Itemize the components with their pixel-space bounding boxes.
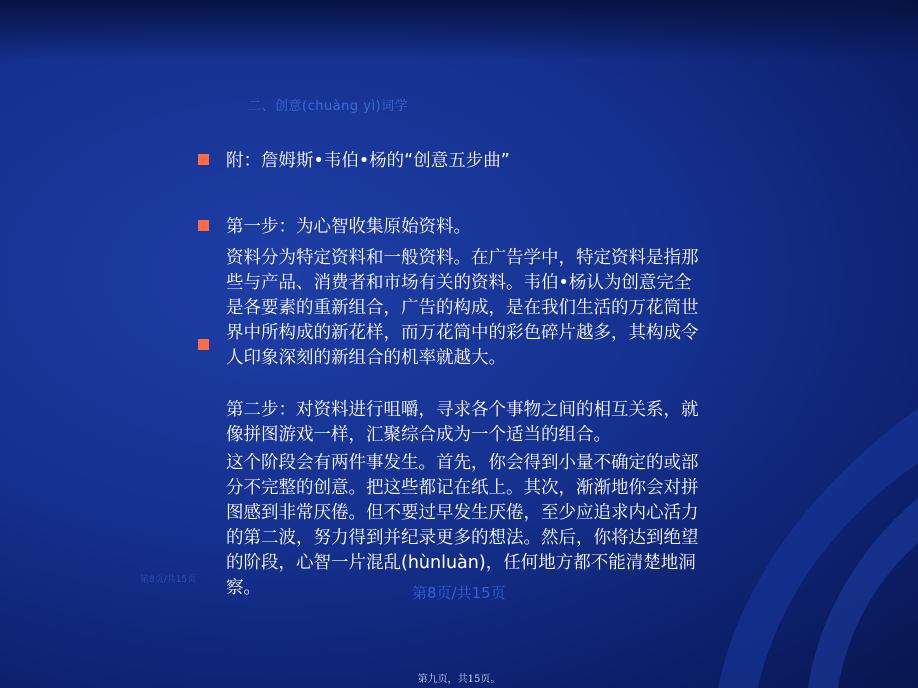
bullet-icon <box>198 154 209 165</box>
step-one-heading: 第一步：为心智收集原始资料。 <box>226 217 471 237</box>
footer-faint-text: 第8页/共15页 <box>140 575 197 585</box>
top-band <box>0 0 918 60</box>
page-footer: 第九页，共15页。 <box>417 674 501 685</box>
appendix-title: 附：詹姆斯•韦伯•杨的“创意五步曲” <box>226 151 510 171</box>
slide-header: 二、创意(chuàng yì)词学 <box>248 99 409 114</box>
step-two-body: 这个阶段会有两件事发生。首先，你会得到小量不确定的或部 分不完整的创意。把这些都记在纸上。其次，渐渐地你会对拼 图感到非常厌倦。但不要过早发生厌倦，至少应追求内心活力 的第二波，努力得到并纪录更多的想法。然后，你将达到绝望 的阶段，心智一片混乱(hùnluàn)，任何地方都不能清楚地洞 察。 <box>226 453 699 598</box>
bullet-icon <box>198 220 209 231</box>
bullet-icon <box>198 339 209 350</box>
page-indicator: 第8页/共15页 <box>412 584 506 602</box>
step-two-heading: 第二步：对资料进行咀嚼，寻求各个事物之间的相互关系，就 像拼图游戏一样，汇聚综合成为一个适当的组合。 <box>226 400 699 445</box>
step-one-body: 资料分为特定资料和一般资料。在广告学中，特定资料是指那 些与产品、消费者和市场有关的资料。韦伯•杨认为创意完全 是各要素的重新组合，广告的构成，是在我们生活的万花筒世 界中所构成的新花样，而万花筒中的彩色碎片越多，其构成令 人印象深刻的新组合的机率就越大。 <box>226 248 699 368</box>
